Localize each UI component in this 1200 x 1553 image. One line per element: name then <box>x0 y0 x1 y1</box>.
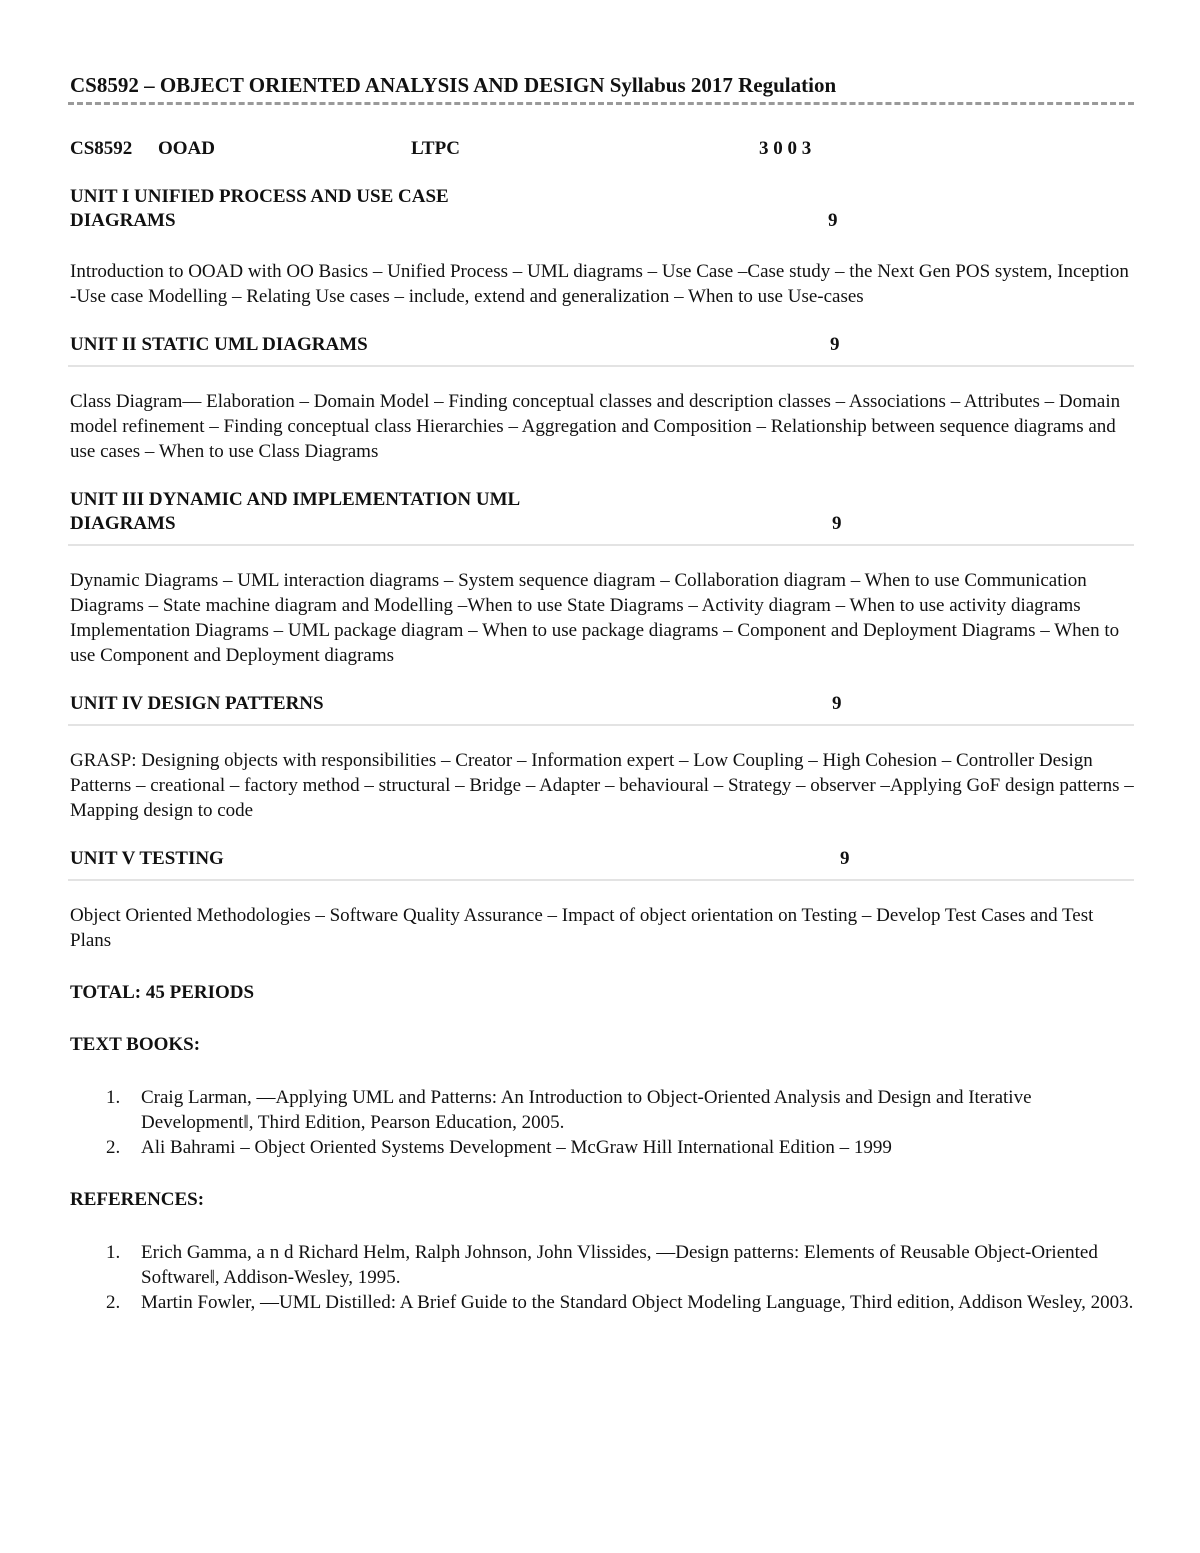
list-item <box>70 1085 1134 1135</box>
list-number: 1. <box>106 1242 121 1263</box>
unit-4-content: GRASP: Designing objects with responsibilities – Creator – Information expert – Low Coupling – High Cohesion – Controller Design Patterns – creational – factory method – structural – Bridge – Adapter – behavioural – Strategy – observer –Applying GoF design patterns – Mapping design to code <box>70 750 1134 821</box>
list-text: Craig Larman, ―Applying UML and Patterns: An Introduction to Object-Oriented Analysis and Design and Iterative Development‖, Third Edition, Pearson Education, 2005. <box>141 1087 1032 1133</box>
unit-title: UNIT V TESTING <box>70 848 224 869</box>
list-item <box>70 1240 1134 1290</box>
course-code: CS8592 <box>70 138 133 159</box>
list-text: Martin Fowler, ―UML Distilled: A Brief Guide to the Standard Object Modeling Language, Third edition, Addison Wesley, 2003. <box>141 1292 1134 1313</box>
references-heading: REFERENCES: <box>70 1189 205 1210</box>
list-item <box>70 1290 1134 1315</box>
course-short-name: OOAD <box>158 138 215 159</box>
unit-2-heading <box>70 333 1134 357</box>
total-periods: TOTAL: 45 PERIODS <box>70 982 255 1003</box>
unit-hours: 9 <box>832 513 842 534</box>
course-info-row <box>70 137 1134 161</box>
unit-title: UNIT II STATIC UML DIAGRAMS <box>70 334 368 355</box>
unit-title: UNIT I UNIFIED PROCESS AND USE CASE DIAGRAMS <box>70 186 449 231</box>
unit-3-heading <box>70 488 1134 536</box>
list-text: Ali Bahrami – Object Oriented Systems Development – McGraw Hill International Edition – 1999 <box>141 1137 892 1158</box>
unit-title: UNIT IV DESIGN PATTERNS <box>70 693 324 714</box>
unit-4-heading <box>70 692 1134 716</box>
unit-hours: 9 <box>832 693 842 714</box>
references-list <box>70 1240 1134 1315</box>
list-text: Erich Gamma, a n d Richard Helm, Ralph Johnson, John Vlissides, ―Design patterns: Elements of Reusable Object-Oriented Software‖, Addison-Wesley, 1995. <box>141 1242 1098 1288</box>
list-number: 1. <box>106 1087 121 1108</box>
unit-divider <box>68 544 1134 546</box>
list-number: 2. <box>106 1137 121 1158</box>
unit-hours: 9 <box>830 334 840 355</box>
unit-5-heading <box>70 847 1134 871</box>
text-books-list <box>70 1085 1134 1160</box>
unit-divider <box>68 879 1134 881</box>
unit-hours: 9 <box>828 210 838 231</box>
unit-5-content: Object Oriented Methodologies – Software Quality Assurance – Impact of object orientation on Testing – Develop Test Cases and Test Plans <box>70 905 1094 951</box>
ltpc-label: LTPC <box>411 138 460 159</box>
unit-divider <box>68 724 1134 726</box>
ltpc-value: 3 0 0 3 <box>759 138 812 159</box>
unit-title: UNIT III DYNAMIC AND IMPLEMENTATION UML DIAGRAMS <box>70 489 520 534</box>
text-books-heading: TEXT BOOKS: <box>70 1034 201 1055</box>
unit-divider <box>68 365 1134 367</box>
syllabus-page <box>70 72 1134 1315</box>
list-item <box>70 1135 1134 1160</box>
unit-3-content: Dynamic Diagrams – UML interaction diagrams – System sequence diagram – Collaboration diagram – When to use Communication Diagrams – State machine diagram and Modelling –When to use State Diagrams – Activity diagram – When to use activity diagrams Implementation Diagrams – UML package diagram – When to use package diagrams – Component and Deployment Diagrams – When to use Component and Deployment diagrams <box>70 570 1120 666</box>
document-title: CS8592 – OBJECT ORIENTED ANALYSIS AND DESIGN Syllabus 2017 Regulation <box>70 73 837 97</box>
title-divider <box>68 102 1134 105</box>
unit-1-heading <box>70 185 1134 233</box>
unit-1-content: Introduction to OOAD with OO Basics – Unified Process – UML diagrams – Use Case –Case study – the Next Gen POS system, Inception -Use case Modelling – Relating Use cases – include, extend and generalization – When to use Use-cases <box>70 261 1129 307</box>
unit-hours: 9 <box>840 848 850 869</box>
list-number: 2. <box>106 1292 121 1313</box>
unit-2-content: Class Diagram–– Elaboration – Domain Model – Finding conceptual classes and description classes – Associations – Attributes – Domain model refinement – Finding conceptual class Hierarchies – Aggregation and Composition – Relationship between sequence diagrams and use cases – When to use Class Diagrams <box>70 391 1121 462</box>
